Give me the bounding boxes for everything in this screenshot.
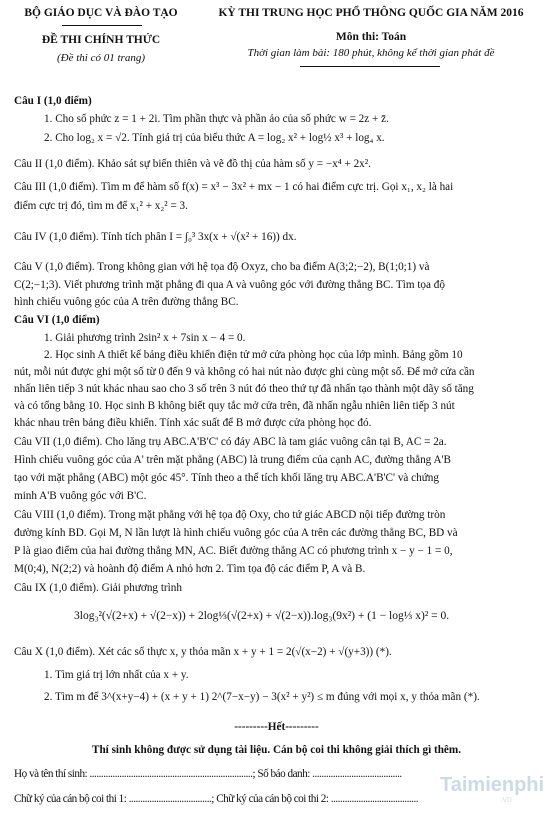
proctor-signature-line: Chữ ký của cán bộ coi thi 1: ....................................; Chữ ký của cán bộ coi thi 2: ......................................: [14, 793, 419, 805]
q10-part1: 1. Tìm giá trị lớn nhất của x + y.: [44, 669, 189, 681]
watermark-logo: Taimienphi: [440, 774, 545, 796]
q3-line2: điểm cực trị đó, tìm m để x₁² + x₂² = 3.: [14, 200, 188, 212]
exam-note: Thí sinh không được sử dụng tài liệu. Cán bộ coi thi không giải thích gì thêm.: [91, 744, 462, 756]
subject: Môn thi: Toán: [335, 31, 407, 43]
q5-line2: C(2;−1;3). Viết phương trình mặt phẳng đi qua A và vuông góc với đường thẳng BC. Tìm tọa độ: [14, 279, 445, 291]
q4: Câu IV (1,0 điểm). Tính tích phân I = ∫₀³ 3x(x + √(x² + 16)) dx.: [14, 231, 297, 243]
page-count: (Đề thi có 01 trang): [57, 52, 145, 64]
header-rule-right: [300, 66, 440, 67]
q6-part2-line4: và có tổng bằng 10. Học sinh B không biết quy tắc mở cửa trên, đã nhấn ngẫu nhiên liên tiếp 3 nút: [14, 400, 455, 412]
candidate-name-line: Họ và tên thí sinh: .......................................................................; Số báo danh: .......................................: [14, 768, 402, 780]
q9-equation: 3log₃²(√(2+x) + √(2−x)) + 2log⅓(√(2+x) + √(2−x)).log₃(9x²) + (1 − log⅓ x)² = 0.: [74, 610, 450, 622]
official-label: ĐỀ THI CHÍNH THỨC: [41, 34, 161, 46]
q8-line3: P là giao điểm của hai đường thẳng MN, AC. Biết đường thẳng AC có phương trình x − y − 1 = 0,: [14, 545, 453, 557]
ministry-name: BỘ GIÁO DỤC VÀ ĐÀO TẠO: [24, 7, 178, 19]
watermark-suffix: .vn: [500, 794, 513, 804]
q10-title: Câu X (1,0 điểm). Xét các số thực x, y thỏa mãn x + y + 1 = 2(√(x−2) + √(y+3)) (*).: [14, 646, 392, 658]
q8-line1: Câu VIII (1,0 điểm). Trong mặt phẳng với hệ tọa độ Oxy, cho tứ giác ABCD nội tiếp đường tròn: [14, 509, 446, 521]
q1-part2: 2. Cho log₂ x = √2. Tính giá trị của biểu thức A = log₂ x² + log½ x³ + log₄ x.: [44, 132, 385, 144]
q1-part1: 1. Cho số phức z = 1 + 2i. Tìm phần thực và phần ảo của số phức w = 2z + z̄.: [44, 113, 389, 125]
q6-part2-line1: 2. Học sinh A thiết kế bảng điều khiển điện tử mở cửa phòng học của lớp mình. Bảng gồm 10: [44, 349, 463, 361]
q6-part2-line3: nhấn liên tiếp 3 nút khác nhau sao cho 3 số trên 3 nút đó theo thứ tự đã nhấn tạo thành một dãy số tăng: [14, 383, 474, 395]
q6-part2-line2: nút, mỗi nút được ghi một số từ 0 đến 9 và không có hai nút nào được ghi cùng một số. Để mở cửa cần: [14, 366, 475, 378]
q7-line2: Hình chiếu vuông góc của A' trên mặt phẳng (ABC) là trung điểm của cạnh AC, đường thẳng A'B: [14, 454, 452, 466]
q8-line4: M(0;4), N(2;2) và hoành độ điểm A nhỏ hơn 2. Tìm tọa độ các điểm P, A và B.: [14, 563, 366, 575]
exam-title: KỲ THI TRUNG HỌC PHỔ THÔNG QUỐC GIA NĂM 2016: [218, 7, 524, 19]
header-rule-left: [62, 25, 142, 26]
q3-line1: Câu III (1,0 điểm). Tìm m để hàm số f(x) = x³ − 3x² + mx − 1 có hai điểm cực trị. Gọi x₁, x₂ là hai: [14, 181, 454, 193]
q6-part2-line5: khác nhau trên bảng điều khiển. Tính xác suất để B mở được cửa phòng học đó.: [14, 417, 372, 429]
q9-title: Câu IX (1,0 điểm). Giải phương trình: [14, 582, 182, 594]
q6-title: Câu VI (1,0 điểm): [14, 314, 100, 326]
end-marker: ---------Hết---------: [234, 721, 319, 733]
q6-part1: 1. Giải phương trình 2sin² x + 7sin x − 4 = 0.: [44, 332, 246, 344]
q7-line4: minh A'B vuông góc với B'C.: [14, 490, 147, 502]
q5-line1: Câu V (1,0 điểm). Trong không gian với hệ tọa độ Oxyz, cho ba điểm A(3;2;−2), B(1;0;1) và: [14, 261, 430, 273]
q2: Câu II (1,0 điểm). Khảo sát sự biến thiên và vẽ đồ thị của hàm số y = −x⁴ + 2x².: [14, 158, 371, 170]
q7-line3: tạo với mặt phẳng (ABC) một góc 45°. Tính theo a thể tích khối lăng trụ ABC.A'B'C' và chứng: [14, 472, 439, 484]
q7-line1: Câu VII (1,0 điểm). Cho lăng trụ ABC.A'B'C' có đáy ABC là tam giác vuông cân tại B, AC = 2a.: [14, 436, 447, 448]
q5-line3: hình chiếu vuông góc của A trên đường thẳng BC.: [14, 296, 239, 308]
time-note: Thời gian làm bài: 180 phút, không kể thời gian phát đề: [247, 47, 495, 59]
q8-line2: đường kính BD. Gọi M, N lần lượt là hình chiếu vuông góc của A trên các đường thẳng BC, BD và: [14, 527, 458, 539]
q10-part2: 2. Tìm m để 3^(x+y−4) + (x + y + 1) 2^(7−x−y) − 3(x² + y²) ≤ m đúng với mọi x, y thỏa mãn (*).: [44, 691, 480, 703]
q1-title: Câu I (1,0 điểm): [14, 95, 92, 107]
